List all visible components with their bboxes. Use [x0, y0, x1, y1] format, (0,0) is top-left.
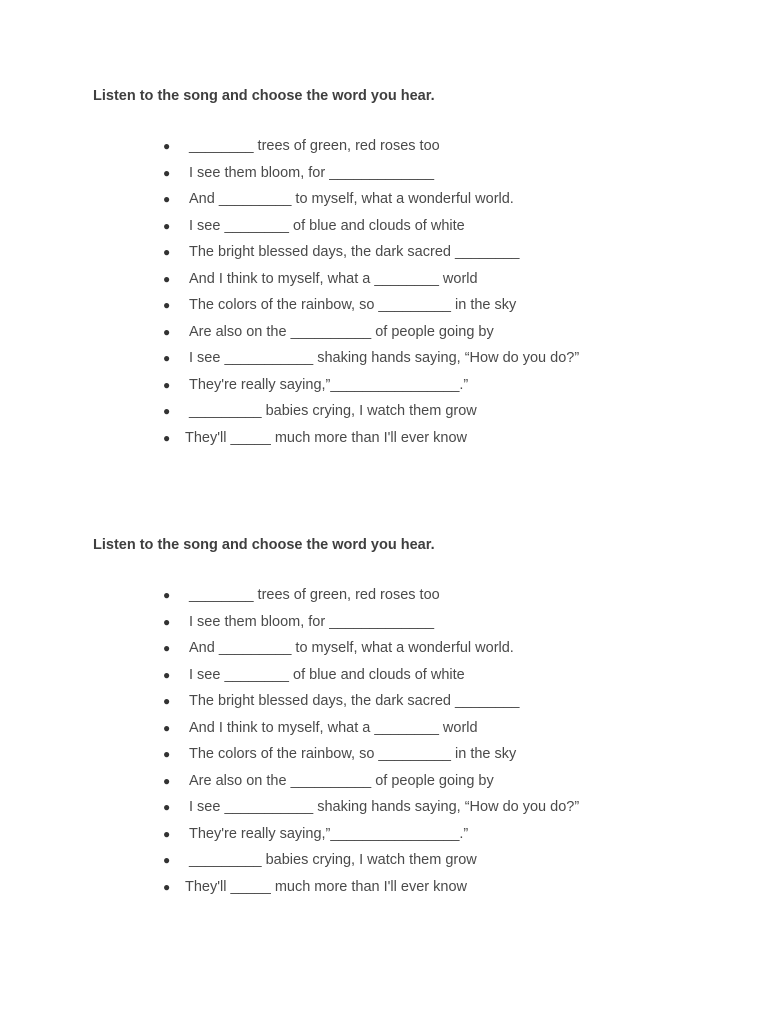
bullet-icon: ● [163, 588, 171, 602]
list-item-text: I see them bloom, for _____________ [189, 613, 435, 630]
list-item-text: ________ trees of green, red roses too [189, 587, 440, 603]
bullet-icon: ● [163, 218, 171, 233]
list-item-text: I see ___________ shaking hands saying, “How do you do?” [189, 799, 580, 815]
list-item-text: ________ trees of green, red roses too [189, 138, 440, 154]
list-item-text: I see ___________ shaking hands saying, “How do you do?” [189, 350, 580, 366]
list-item-text: _________ babies crying, I watch them grow [189, 852, 477, 868]
list-item-text: And I think to myself, what a ________ world [189, 719, 478, 736]
list-item-text: They're really saying,”________________.” [189, 376, 469, 393]
bullet-icon: ● [163, 324, 171, 339]
bullet-icon: ● [163, 165, 171, 180]
bullet-icon: ● [163, 720, 171, 735]
bullet-icon: ● [163, 694, 171, 708]
list-item-text: I see them bloom, for _____________ [189, 164, 435, 181]
list-item-text: _________ babies crying, I watch them grow [189, 403, 477, 419]
bullet-icon: ● [163, 879, 171, 894]
list-item-text: The bright blessed days, the dark sacred ________ [189, 244, 520, 260]
bullet-icon: ● [163, 245, 171, 259]
list-item-text: I see ________ of blue and clouds of white [189, 666, 465, 683]
list-item-text: The colors of the rainbow, so _________ in the sky [189, 746, 517, 762]
bullet-icon: ● [163, 351, 171, 365]
bullet-icon: ● [163, 773, 171, 788]
bullet-icon: ● [163, 747, 171, 761]
bullet-icon: ● [163, 667, 171, 682]
bullet-icon: ● [163, 298, 171, 312]
worksheet-section-1 [93, 87, 733, 446]
list-item-text: And I think to myself, what a ________ world [189, 270, 478, 287]
bullet-icon: ● [163, 139, 171, 153]
section-heading: Listen to the song and choose the word you hear. [93, 537, 435, 553]
bullet-icon: ● [163, 430, 171, 445]
bullet-icon: ● [163, 192, 171, 206]
bullet-icon: ● [163, 271, 171, 286]
bullet-icon: ● [163, 404, 171, 418]
list-item-text: And _________ to myself, what a wonderful world. [189, 640, 514, 656]
list-item-text: And _________ to myself, what a wonderful world. [189, 191, 514, 207]
list-item-text: They're really saying,”________________.” [189, 825, 469, 842]
list-item-text: They'll _____ much more than I'll ever know [185, 429, 467, 446]
bullet-icon: ● [163, 853, 171, 867]
list-item-text: They'll _____ much more than I'll ever know [185, 878, 467, 895]
list-item-text: Are also on the __________ of people going by [189, 772, 494, 789]
bullet-icon: ● [163, 614, 171, 629]
bullet-icon: ● [163, 377, 171, 392]
bullet-icon: ● [163, 641, 171, 655]
list-item-text: Are also on the __________ of people going by [189, 323, 494, 340]
bullet-icon: ● [163, 826, 171, 841]
list-item-text: The bright blessed days, the dark sacred ________ [189, 693, 520, 709]
list-item-text: I see ________ of blue and clouds of white [189, 217, 465, 234]
worksheet-section-2 [93, 536, 733, 895]
list-item-text: The colors of the rainbow, so _________ in the sky [189, 297, 517, 313]
bullet-icon: ● [163, 800, 171, 814]
section-heading: Listen to the song and choose the word you hear. [93, 88, 435, 104]
